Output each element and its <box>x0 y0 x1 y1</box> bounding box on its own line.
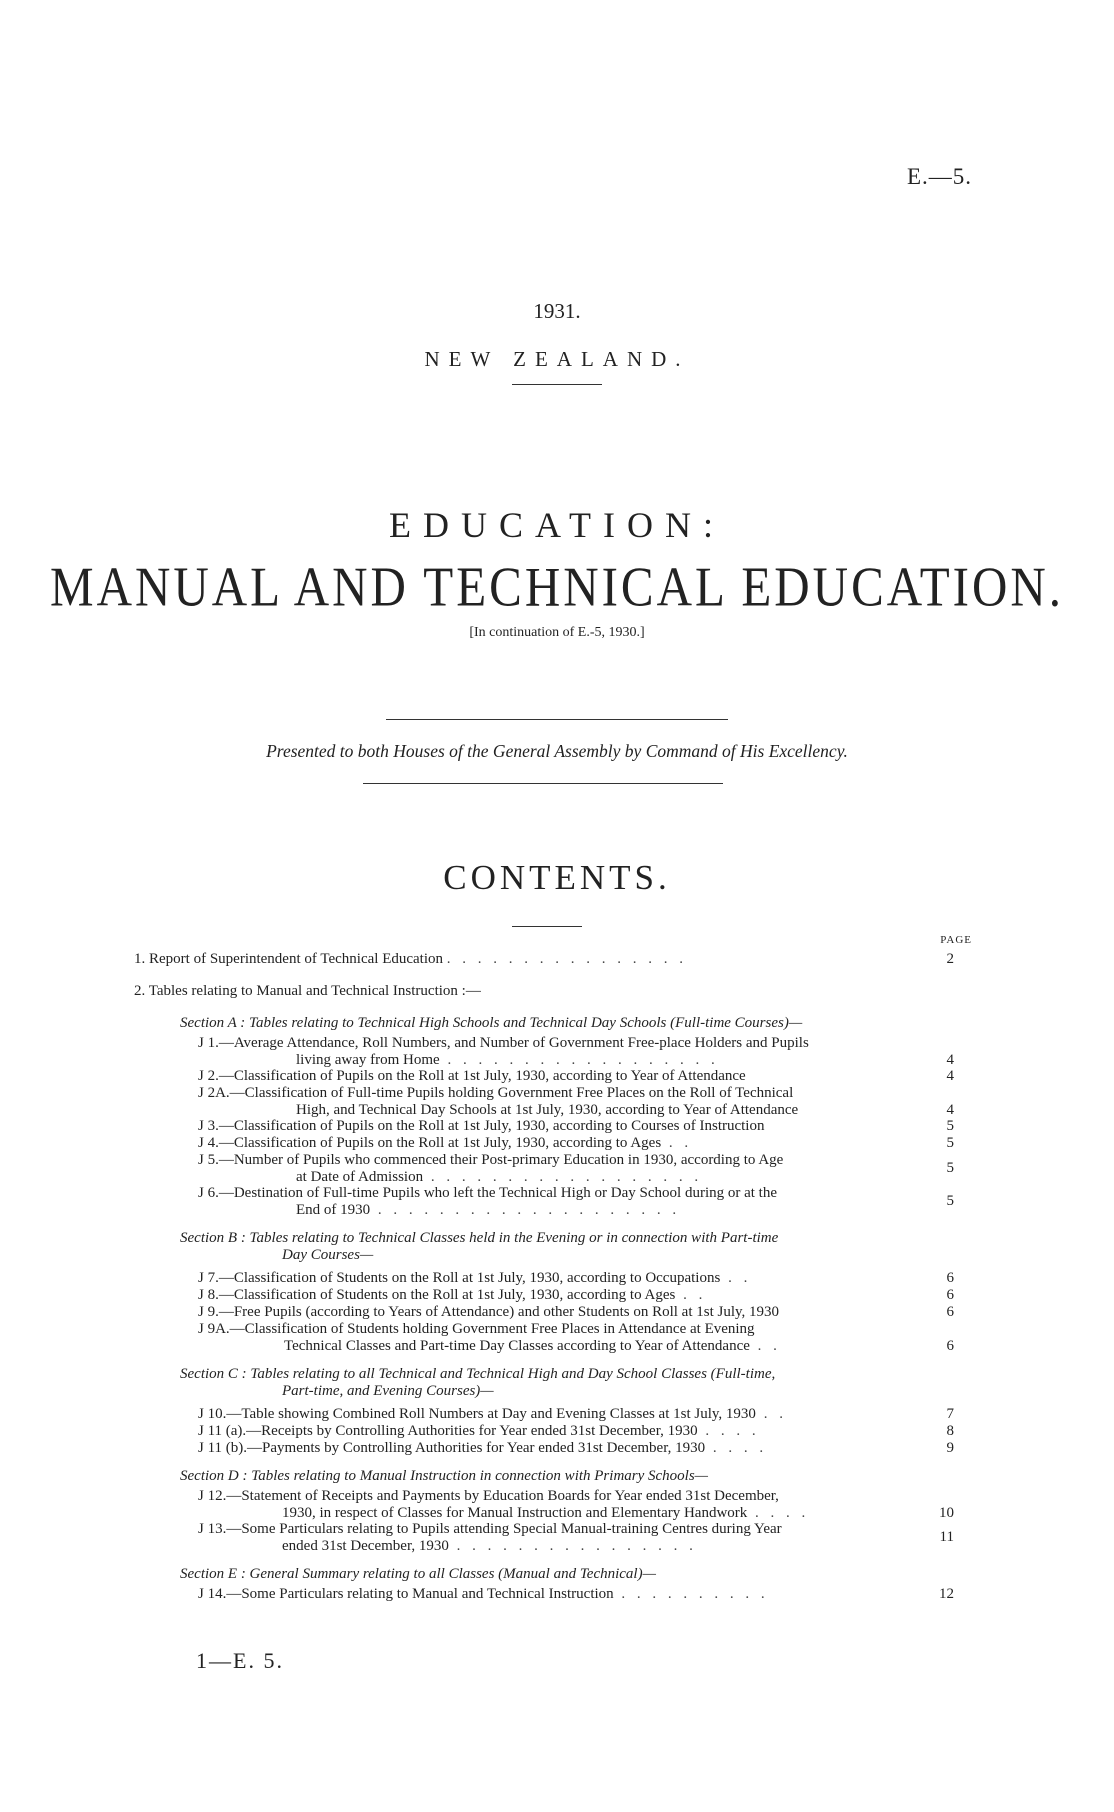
toc-page-number: 4 <box>946 1101 954 1118</box>
toc-page-number: 4 <box>946 1068 954 1084</box>
divider <box>386 719 728 720</box>
toc-item-text: 2. Tables relating to Manual and Technical Instruction :— <box>134 983 481 999</box>
toc-entry-line: J 4.—Classification of Pupils on the Roll at 1st July, 1930, according to Ages <box>198 1135 662 1151</box>
toc-entry-line: J 13.—Some Particulars relating to Pupils attending Special Manual-training Centres during Year <box>198 1521 782 1537</box>
toc-page-number: 7 <box>946 1406 954 1422</box>
toc-entry <box>198 1068 954 1085</box>
toc-entry: J 7.—Classification of Students on the Roll at 1st July, 1930, according to Occupations . . 6 <box>198 1270 954 1286</box>
continuation-note: [In continuation of E.-5, 1930.] <box>469 625 645 640</box>
toc-entry-line: End of 1930 . . . . . . . . . . . . . . . . . . . . <box>296 1201 681 1218</box>
toc-entry: J 4.—Classification of Pupils on the Roll at 1st July, 1930, according to Ages . . 5 <box>198 1135 954 1151</box>
toc-entry-line: at Date of Admission . . . . . . . . . . . . . . . . . . <box>296 1168 703 1185</box>
toc-entry-line: J 3.—Classification of Pupils on the Roll at 1st July, 1930, according to Courses of Instruction <box>198 1118 765 1134</box>
toc-entry-line: J 11 (a).—Receipts by Controlling Authorities for Year ended 31st December, 1930 <box>198 1423 698 1439</box>
toc-entry <box>198 1152 954 1185</box>
toc-entry-line: living away from Home . . . . . . . . . . . . . . . . . . <box>296 1051 719 1068</box>
toc-page-number: 10 <box>939 1504 954 1521</box>
leader-dots: . . . . . . . . . . . . . . . . <box>446 951 688 967</box>
toc-entry <box>198 1035 954 1068</box>
toc-entry: J 14.—Some Particulars relating to Manual and Technical Instruction . . . . . . . . . . 12 <box>198 1586 954 1602</box>
toc-entry-line: J 2.—Classification of Pupils on the Roll at 1st July, 1930, according to Year of Attendance <box>198 1068 746 1084</box>
toc-entry <box>198 1521 954 1554</box>
main-title: MANUAL AND TECHNICAL EDUCATION. <box>50 554 1064 619</box>
toc-entry-line: J 12.—Statement of Receipts and Payments by Education Boards for Year ended 31st December, <box>198 1488 779 1504</box>
toc-page-number: 4 <box>946 1051 954 1068</box>
toc-entry-line: 1930, in respect of Classes for Manual Instruction and Elementary Handwork . . . . <box>282 1504 810 1521</box>
toc-entry <box>198 1304 954 1321</box>
section-heading: Section E : General Summary relating to all Classes (Manual and Technical)— <box>180 1566 656 1582</box>
toc-entry: J 11 (a).—Receipts by Controlling Authorities for Year ended 31st December, 1930 . . . . 8 <box>198 1423 954 1439</box>
divider <box>512 926 582 927</box>
toc-page-number: 6 <box>946 1304 954 1320</box>
toc-entry-line: J 8.—Classification of Students on the Roll at 1st July, 1930, according to Ages <box>198 1287 676 1303</box>
toc-item-text: 1. Report of Superintendent of Technical Education <box>134 951 444 967</box>
divider <box>512 384 602 385</box>
toc-entry <box>198 1488 954 1521</box>
toc-page-number: 6 <box>946 1337 954 1354</box>
toc-entry-line: J 14.—Some Particulars relating to Manual and Technical Instruction <box>198 1586 614 1602</box>
toc-entry-line: J 10.—Table showing Combined Roll Numbers at Day and Evening Classes at 1st July, 1930 <box>198 1406 756 1422</box>
contents-heading: CONTENTS. <box>443 858 671 897</box>
toc-entry-line: J 9A.—Classification of Students holding Government Free Places in Attendance at Evening <box>198 1321 755 1337</box>
toc-page-number: 6 <box>946 1270 954 1286</box>
toc-entry: J 11 (b).—Payments by Controlling Authorities for Year ended 31st December, 1930 . . . . 9 <box>198 1440 954 1456</box>
page-signature: 1—E. 5. <box>196 1648 284 1673</box>
toc-item <box>134 951 954 968</box>
toc-page-number: 11 <box>939 1529 954 1545</box>
education-heading: EDUCATION: <box>389 505 725 545</box>
toc-page-number: 5 <box>946 1118 954 1134</box>
toc-entry-line: J 7.—Classification of Students on the Roll at 1st July, 1930, according to Occupations <box>198 1270 721 1286</box>
toc-item <box>134 983 954 1000</box>
toc-page-number: 9 <box>946 1440 954 1456</box>
toc-entry-line: J 2A.—Classification of Full-time Pupils holding Government Free Places on the Roll of Technical <box>198 1085 794 1101</box>
country-name: NEW ZEALAND. <box>424 347 690 371</box>
toc-entry-line: J 1.—Average Attendance, Roll Numbers, and Number of Government Free-place Holders and Pupils <box>198 1035 809 1051</box>
page-column-label: PAGE <box>940 934 972 946</box>
toc-page-number: 5 <box>946 1135 954 1151</box>
toc-entry-line: High, and Technical Day Schools at 1st July, 1930, according to Year of Attendance <box>296 1101 799 1118</box>
toc-entry-line: J 6.—Destination of Full-time Pupils who left the Technical High or Day School during or at the <box>198 1185 778 1201</box>
toc-page-number: 5 <box>946 1160 954 1176</box>
toc-entry <box>198 1321 954 1354</box>
section-heading: Section B : Tables relating to Technical Classes held in the Evening or in connection with Part-time Day Courses— <box>180 1230 779 1263</box>
presented-line: Presented to both Houses of the General Assembly by Command of His Excellency. <box>266 741 848 761</box>
document-code: E.—5. <box>906 164 972 189</box>
toc-entry-line: J 9.—Free Pupils (according to Years of Attendance) and other Students on Roll at 1st July, 1930 <box>198 1304 780 1320</box>
toc-page-number: 8 <box>946 1423 954 1439</box>
toc-entry-line: ended 31st December, 1930 . . . . . . . . . . . . . . . . <box>282 1537 697 1554</box>
divider <box>363 783 723 784</box>
toc-entry-line: J 11 (b).—Payments by Controlling Authorities for Year ended 31st December, 1930 <box>198 1440 706 1456</box>
toc-entry-line: J 5.—Number of Pupils who commenced their Post-primary Education in 1930, according to Age <box>198 1152 784 1168</box>
year: 1931. <box>533 299 581 323</box>
toc-entry: J 10.—Table showing Combined Roll Numbers at Day and Evening Classes at 1st July, 1930 . . 7 <box>198 1406 954 1422</box>
section-heading: Section D : Tables relating to Manual Instruction in connection with Primary Schools— <box>180 1468 709 1484</box>
toc-entry <box>198 1118 954 1135</box>
toc-page-number: 2 <box>946 951 954 967</box>
section-heading: Section A : Tables relating to Technical High Schools and Technical Day Schools (Full-time Courses)— <box>180 1015 803 1031</box>
toc-entry <box>198 1185 954 1218</box>
toc-page-number: 6 <box>946 1287 954 1303</box>
toc-page-number: 12 <box>939 1586 954 1602</box>
toc-entry-line: Technical Classes and Part-time Day Classes according to Year of Attendance . . <box>284 1337 781 1354</box>
toc-entry <box>198 1085 954 1118</box>
toc-entry: J 8.—Classification of Students on the Roll at 1st July, 1930, according to Ages . . 6 <box>198 1287 954 1303</box>
section-heading: Section C : Tables relating to all Technical and Technical High and Day School Classes (Full-time, Part-time, and Evening Courses)— <box>180 1366 776 1399</box>
toc-page-number: 5 <box>946 1193 954 1209</box>
